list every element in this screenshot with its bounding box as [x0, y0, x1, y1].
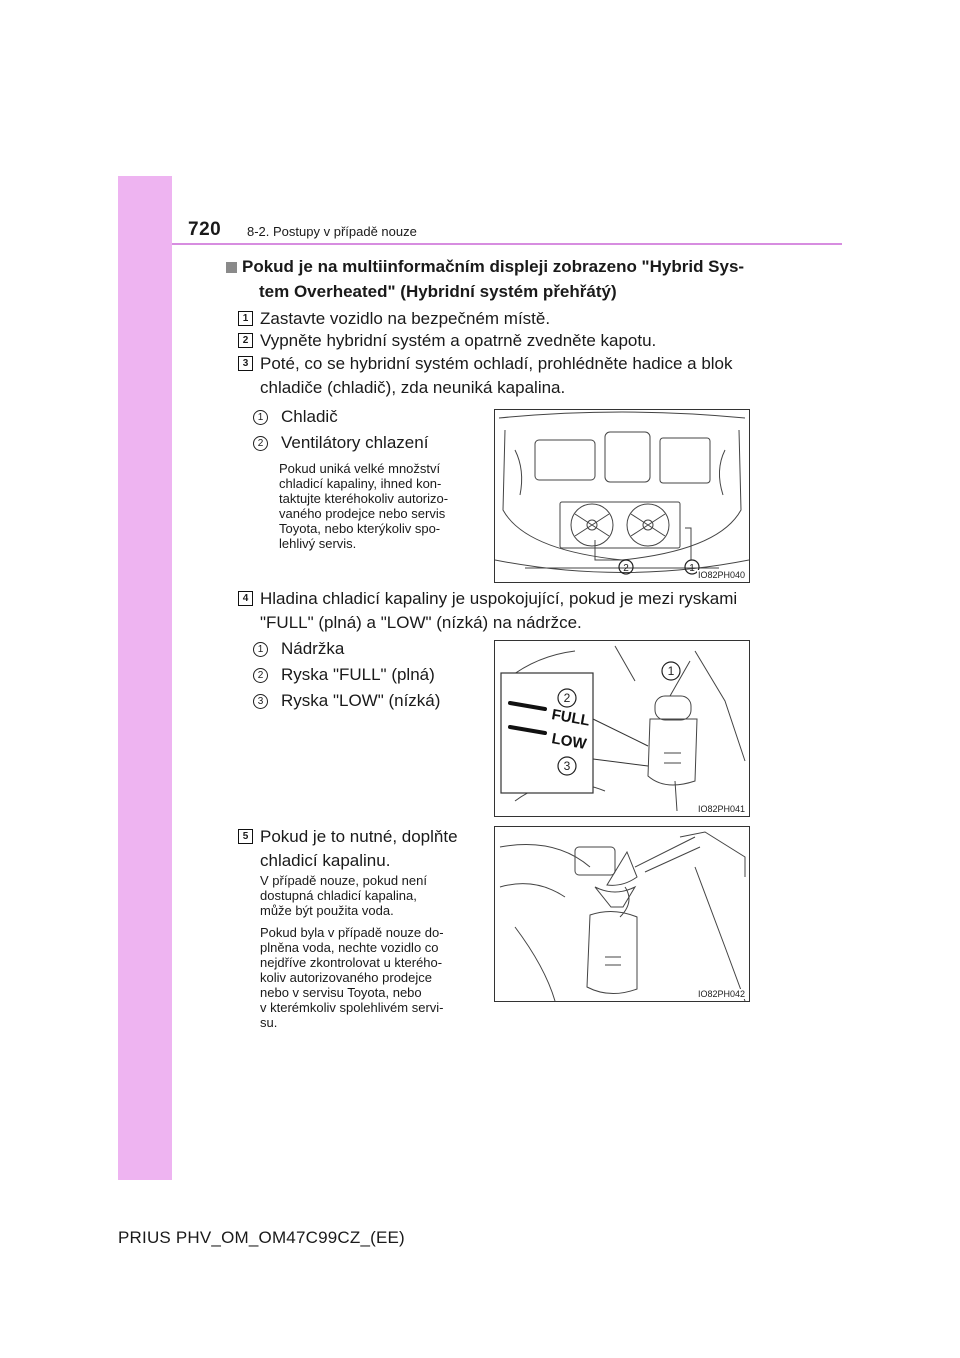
step-3-line-2: chladiče (chladič), zda neuniká kapalina. — [260, 378, 566, 397]
note-line: V případě nouze, pokud není — [260, 873, 427, 888]
legend-marker-1: 1 — [253, 642, 268, 657]
page-number: 720 — [188, 219, 222, 240]
step-1-text: Zastavte vozidlo na bezpečném místě. — [260, 309, 551, 328]
note-line: chladicí kapaliny, ihned kon- — [279, 476, 442, 491]
fig1-note — [279, 461, 484, 551]
note-line: koliv autorizovaného prodejce — [260, 970, 432, 985]
step-number-5: 5 — [238, 829, 253, 844]
low-mark: LOW — [550, 730, 588, 754]
note-line: su. — [260, 1015, 278, 1030]
callout-2: 2 — [623, 563, 629, 574]
engine-bay-drawing — [495, 410, 749, 582]
fig3-note-2 — [260, 925, 477, 1030]
note-line: lehlivý servis. — [279, 536, 357, 551]
step-4-line-2: "FULL" (plná) a "LOW" (nízká) na nádržce. — [260, 613, 582, 632]
callout-2: 2 — [563, 691, 571, 705]
note-line: nebo v servisu Toyota, nebo — [260, 985, 422, 1000]
full-mark: FULL — [550, 706, 592, 730]
heading-line-1: Pokud je na multiinformačním displeji zobrazeno "Hybrid Sys- — [242, 257, 745, 276]
engine-bay-illustration — [494, 409, 750, 583]
step-4-line-1: Hladina chladicí kapaliny je uspokojující, pokud je mezi ryskami — [260, 589, 738, 608]
note-line: Pokud byla v případě nouze do- — [260, 925, 444, 940]
note-line: může být použita voda. — [260, 903, 394, 918]
legend-marker-3: 3 — [253, 694, 268, 709]
legend-label-full: Ryska "FULL" (plná) — [281, 665, 435, 684]
step-number-2: 2 — [238, 333, 253, 348]
note-line: nejdříve zkontrolovat u kterého- — [260, 955, 443, 970]
step-5-line-1: Pokud je to nutné, doplňte — [260, 827, 458, 846]
reservoir-illustration — [494, 640, 750, 817]
fig3-note-1 — [260, 873, 477, 918]
legend-marker-2: 2 — [253, 436, 268, 451]
legend-label-fans: Ventilátory chlazení — [281, 433, 429, 452]
callout-3: 3 — [563, 759, 571, 773]
note-line: v kterémkoliv spolehlivém servi- — [260, 1000, 444, 1015]
legend-label-reservoir: Nádržka — [281, 639, 345, 658]
legend-label-low: Ryska "LOW" (nízká) — [281, 691, 441, 710]
step-2-text: Vypněte hybridní systém a opatrně zvedněte kapotu. — [260, 331, 657, 350]
note-line: dostupná chladicí kapalina, — [260, 888, 417, 903]
legend-marker-1: 1 — [253, 410, 268, 425]
step-number-4: 4 — [238, 591, 253, 606]
note-line: Toyota, nebo kterýkoliv spo- — [279, 521, 441, 536]
note-line: vaného prodejce nebo servis — [279, 506, 446, 521]
figure-code: IO82PH041 — [697, 804, 745, 814]
step-number-1: 1 — [238, 311, 253, 326]
step-number-3: 3 — [238, 356, 253, 371]
note-line: taktujte kteréhokoliv autorizo- — [279, 491, 449, 506]
step-5-line-2: chladicí kapalinu. — [260, 851, 391, 870]
document-id-footer: PRIUS PHV_OM_OM47C99CZ_(EE) — [118, 1228, 405, 1247]
heading-line-2: tem Overheated" (Hybridní systém přehřátý) — [259, 282, 617, 301]
note-line: plněna voda, nechte vozidlo co — [260, 940, 439, 955]
section-title: 8-2. Postupy v případě nouze — [247, 224, 417, 239]
chapter-tab-bar — [118, 176, 172, 1180]
legend-label-radiator: Chladič — [281, 407, 338, 426]
heading-square-icon — [226, 262, 237, 273]
reservoir-drawing — [495, 641, 749, 816]
legend-marker-2: 2 — [253, 668, 268, 683]
refill-drawing — [495, 827, 749, 1001]
refill-illustration — [494, 826, 750, 1002]
header-divider — [172, 243, 842, 245]
figure-code: IO82PH042 — [697, 989, 745, 999]
note-line: Pokud uniká velké množství — [279, 461, 441, 476]
step-3-line-1: Poté, co se hybridní systém ochladí, prohlédněte hadice a blok — [260, 354, 733, 373]
callout-1: 1 — [667, 664, 675, 678]
callout-1: 1 — [689, 563, 695, 574]
figure-code: IO82PH040 — [697, 570, 745, 580]
